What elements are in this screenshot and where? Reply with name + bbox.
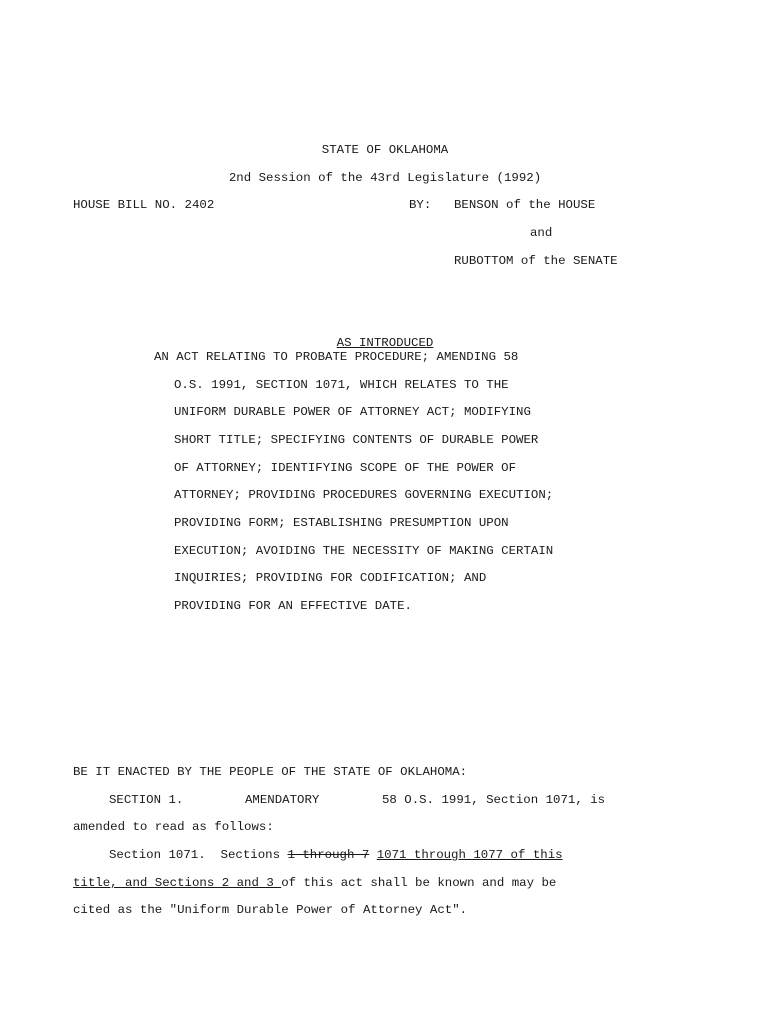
- body-text: of this act shall be known and may be: [281, 876, 557, 890]
- body-line-2: [73, 875, 556, 891]
- state-heading: STATE OF OKLAHOMA: [321, 143, 449, 157]
- act-title-line: AN ACT RELATING TO PROBATE PROCEDURE; AMENDING 58: [154, 350, 519, 364]
- act-title-line: PROVIDING FOR AN EFFECTIVE DATE.: [174, 599, 412, 613]
- author-house: BENSON of the HOUSE: [454, 198, 596, 212]
- act-title-line: O.S. 1991, SECTION 1071, WHICH RELATES TO THE: [174, 378, 509, 392]
- section-continuation: amended to read as follows:: [73, 820, 274, 834]
- section-citation: 58 O.S. 1991, Section 1071, is: [382, 793, 606, 807]
- section-label: SECTION 1.: [109, 793, 184, 807]
- bill-number: HOUSE BILL NO. 2402: [73, 198, 215, 212]
- inserted-text: 1071 through 1077 of this: [376, 848, 563, 862]
- act-title-line: UNIFORM DURABLE POWER OF ATTORNEY ACT; MODIFYING: [174, 405, 531, 419]
- body-intro: Section 1071. Sections: [109, 848, 288, 862]
- act-title-line: EXECUTION; AVOIDING THE NECESSITY OF MAKING CERTAIN: [174, 544, 554, 558]
- struck-text: 1 through 7: [287, 848, 370, 862]
- act-title-line: ATTORNEY; PROVIDING PROCEDURES GOVERNING EXECUTION;: [174, 488, 554, 502]
- act-title-line: PROVIDING FORM; ESTABLISHING PRESUMPTION UPON: [174, 516, 509, 530]
- session-heading: 2nd Session of the 43rd Legislature (1992): [228, 171, 542, 185]
- author-conjunction: and: [530, 226, 553, 240]
- body-line-3: cited as the "Uniform Durable Power of Attorney Act".: [73, 903, 468, 917]
- enacting-clause: BE IT ENACTED BY THE PEOPLE OF THE STATE OF OKLAHOMA:: [73, 765, 468, 779]
- act-title-line: OF ATTORNEY; IDENTIFYING SCOPE OF THE POWER OF: [174, 461, 517, 475]
- act-title-line: INQUIRIES; PROVIDING FOR CODIFICATION; AND: [174, 571, 487, 585]
- bill-status: AS INTRODUCED: [336, 336, 434, 350]
- inserted-text: title, and Sections 2 and 3: [73, 876, 282, 890]
- by-label: BY:: [409, 198, 432, 212]
- author-senate: RUBOTTOM of the SENATE: [454, 254, 618, 268]
- section-type: AMENDATORY: [245, 793, 320, 807]
- body-line-1: [109, 847, 563, 863]
- act-title-line: SHORT TITLE; SPECIFYING CONTENTS OF DURABLE POWER: [174, 433, 539, 447]
